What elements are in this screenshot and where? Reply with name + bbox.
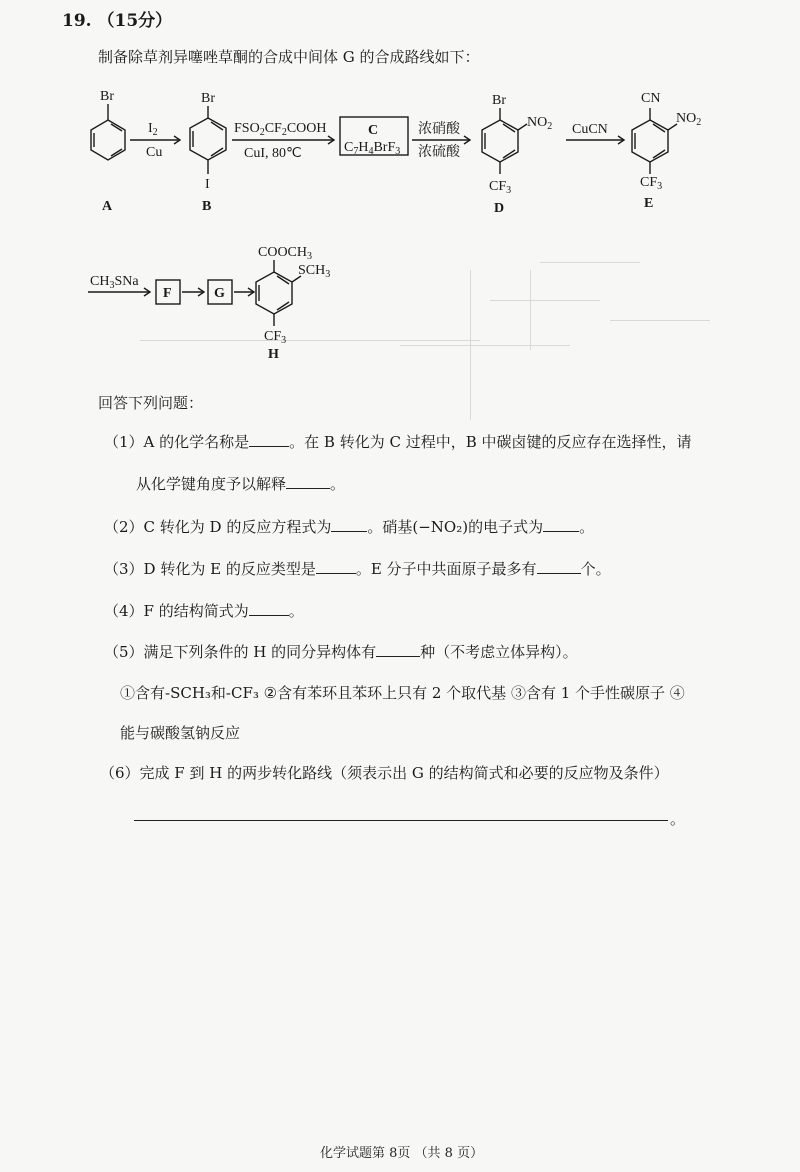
reagent-cucn: CuCN xyxy=(572,122,608,137)
answer-blank[interactable] xyxy=(316,557,356,574)
reagent-cu: Cu xyxy=(146,145,163,160)
h-cooch3-substituent: $COOCH_3$ xyxy=(258,245,313,262)
b-br-substituent: Br xyxy=(201,91,215,106)
answer-blank[interactable] xyxy=(537,557,581,574)
question-intro: 制备除草剂异噻唑草酮的合成中间体 G 的合成路线如下： xyxy=(98,48,480,66)
question-4: （4）F 的结构简式为 。 xyxy=(104,599,304,622)
answer-blank[interactable] xyxy=(331,515,367,532)
label-a: A xyxy=(102,199,113,214)
compound-e-ring xyxy=(632,120,668,162)
h-sch3-substituent: $SCH_3$ xyxy=(298,263,331,280)
label-f: F xyxy=(163,286,172,301)
e-cn-substituent: CN xyxy=(641,91,661,106)
question-1-line1: （1）A 的化学名称是 。在 B 转化为 C 过程中，B 中碳卤键的反应存在选择性，请 xyxy=(104,430,692,453)
question-5: （5）满足下列条件的 H 的同分异构体有 种（不考虑立体异构）。 xyxy=(104,640,578,663)
answer-blank[interactable] xyxy=(249,599,289,616)
label-g: G xyxy=(214,286,225,301)
d-br-substituent: Br xyxy=(492,93,506,108)
conditions-line2: 能与碳酸氢钠反应 xyxy=(120,724,241,742)
label-c: C xyxy=(368,123,379,138)
d-cf3-substituent: $CF_3$ xyxy=(489,179,512,196)
question-number: 19. （15分） xyxy=(62,11,173,31)
label-e: E xyxy=(644,196,654,211)
e-cf3-substituent: $CF_3$ xyxy=(640,175,663,192)
reagent-cui: CuI, 80℃ xyxy=(244,146,302,161)
e-no2-substituent: $NO_2$ xyxy=(676,111,702,128)
answer-blank[interactable] xyxy=(376,640,420,657)
label-d: D xyxy=(494,201,505,216)
reagent-sulfuric-acid: 浓硫酸 xyxy=(418,145,460,160)
c-formula: $C_7H_4BrF_3$ xyxy=(344,140,401,157)
label-b: B xyxy=(202,199,212,214)
question-1-line2: 从化学键角度予以解释 。 xyxy=(136,472,345,495)
a-br-substituent: Br xyxy=(100,89,114,104)
h-cf3-substituent: $CF_3$ xyxy=(264,329,287,346)
question-6: （6）完成 F 到 H 的两步转化路线（须表示出 G 的结构简式和必要的反应物及条件） xyxy=(100,764,669,782)
label-h: H xyxy=(268,347,279,362)
b-i-substituent: I xyxy=(205,177,210,192)
q6-period: 。 xyxy=(670,810,686,828)
conditions-line1: ①含有-SCH₃和-CF₃ ②含有苯环且苯环上只有 2 个取代基 ③含有 1 个手性碳原子 ④ xyxy=(120,684,685,702)
question-2: （2）C 转化为 D 的反应方程式为 。硝基(−NO₂)的电子式为 。 xyxy=(104,515,594,538)
answer-blank[interactable] xyxy=(249,430,289,447)
reagent-ch3sna: $CH_3SNa$ xyxy=(90,274,139,291)
answer-line-q6[interactable] xyxy=(134,820,668,821)
answer-blank[interactable] xyxy=(543,515,579,532)
d-no2-substituent: $NO_2$ xyxy=(527,115,553,132)
question-3: （3）D 转化为 E 的反应类型是 。E 分子中共面原子最多有 个。 xyxy=(104,557,611,580)
compound-b-ring xyxy=(190,118,226,160)
reagent-nitric-acid: 浓硝酸 xyxy=(418,122,460,137)
compound-a-ring xyxy=(91,120,125,160)
answer-blank[interactable] xyxy=(286,472,330,489)
reagent-fso2cf2cooh: $FSO_2CF_2COOH$ xyxy=(234,121,327,138)
answer-heading: 回答下列问题： xyxy=(98,394,204,412)
page-footer: 化学试题第 8页 （共 8 页） xyxy=(320,1146,484,1161)
compound-h-ring xyxy=(256,272,292,314)
reagent-i2: $I_2$ xyxy=(148,121,158,138)
synthesis-scheme xyxy=(0,0,800,400)
compound-d-ring xyxy=(482,120,518,162)
